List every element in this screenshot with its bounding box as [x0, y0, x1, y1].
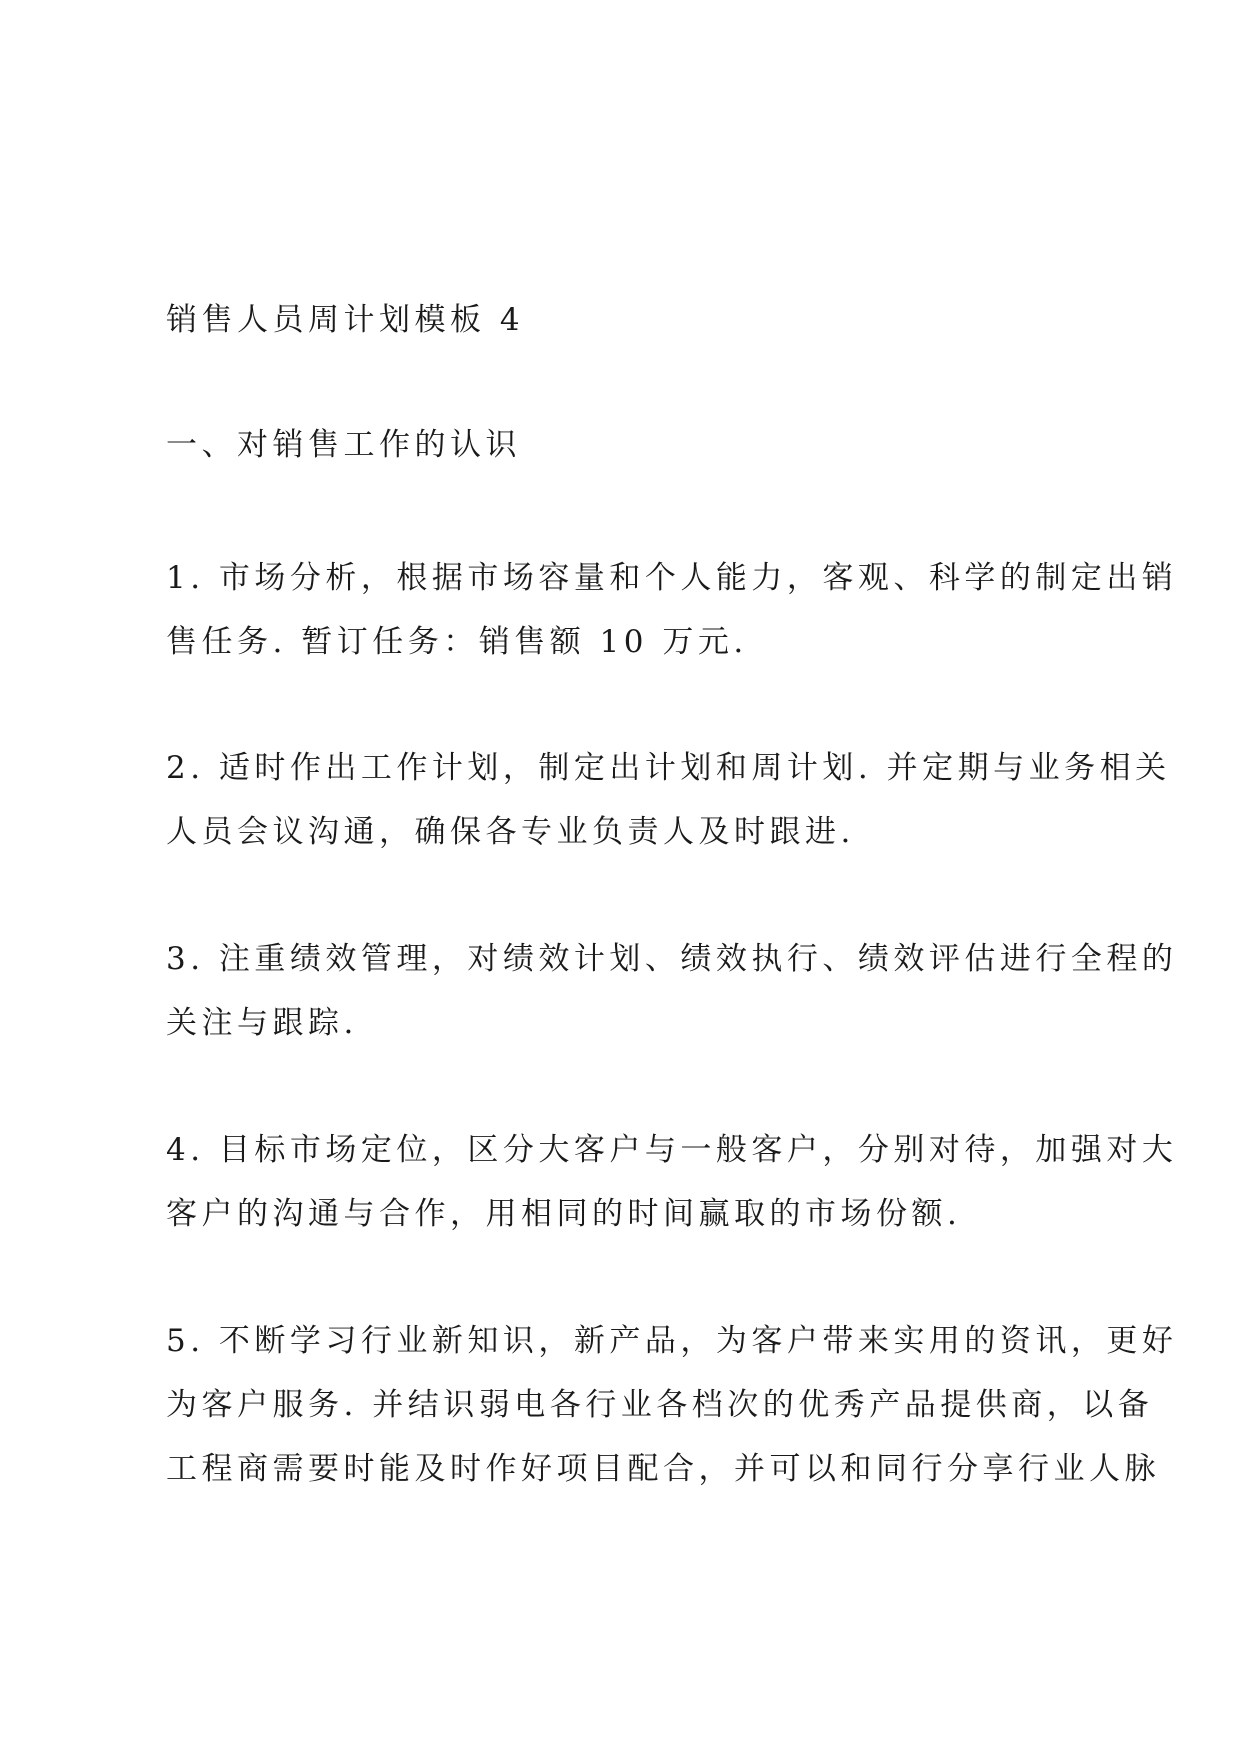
section-heading: [166, 413, 1096, 477]
document-title-text: 销售人员周计划模板 4: [166, 302, 525, 338]
section-heading-text: 一、对销售工作的认识: [166, 427, 521, 463]
paragraph-3: [166, 927, 1178, 1055]
paragraph-line: 1. 市场分析，根据市场容量和个人能力，客观、科学的制定出销: [166, 560, 1178, 596]
paragraph-line: 4. 目标市场定位，区分大客户与一般客户，分别对待，加强对大: [166, 1132, 1178, 1168]
paragraph-line: 5. 不断学习行业新知识，新产品，为客户带来实用的资讯，更好: [166, 1323, 1178, 1359]
paragraph-5: [166, 1309, 1178, 1501]
paragraph-1: [166, 546, 1178, 674]
paragraph-line: 工程商需要时能及时作好项目配合，并可以和同行分享行业人脉: [166, 1451, 1160, 1487]
paragraph-4: [166, 1118, 1178, 1246]
paragraph-line: 为客户服务. 并结识弱电各行业各档次的优秀产品提供商，以备: [166, 1387, 1154, 1423]
paragraph-line: 人员会议沟通，确保各专业负责人及时跟进.: [166, 814, 855, 850]
paragraph-line: 客户的沟通与合作，用相同的时间赢取的市场份额.: [166, 1196, 962, 1232]
paragraph-line: 3. 注重绩效管理，对绩效计划、绩效执行、绩效评估进行全程的: [166, 941, 1178, 977]
paragraph-line: 售任务. 暂订任务：销售额 10 万元.: [166, 624, 748, 660]
paragraph-line: 关注与跟踪.: [166, 1005, 358, 1041]
paragraph-2: [166, 736, 1171, 864]
paragraph-line: 2. 适时作出工作计划，制定出计划和周计划. 并定期与业务相关: [166, 750, 1171, 786]
document-title: [166, 288, 1096, 352]
